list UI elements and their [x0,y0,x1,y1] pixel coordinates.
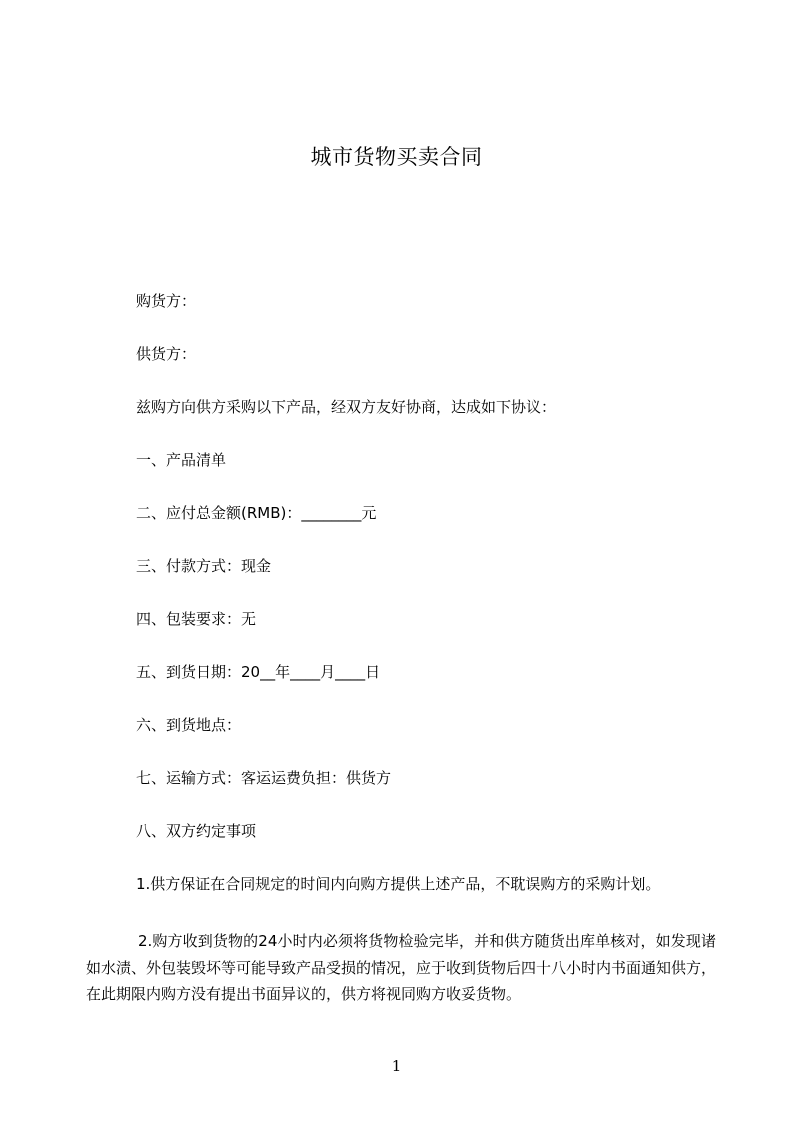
page-number: 1 [391,1057,402,1075]
document-title: 城市货物买卖合同 [310,145,483,169]
section-delivery-location: 六、到货地点： [136,716,242,734]
supplier-label: 供货方： [136,345,197,363]
buyer-label: 购货方： [136,292,197,310]
section-payment-method: 三、付款方式：现金 [136,557,272,575]
section-products: 一、产品清单 [136,451,227,469]
intro-text: 兹购方向供方采购以下产品，经双方友好协商，达成如下协议： [136,398,557,416]
section-transport: 七、运输方式：客运运费负担：供货方 [136,769,392,787]
section-packaging: 四、包装要求：无 [136,610,257,628]
clause-1: 1.供方保证在合同规定的时间内向购方提供上述产品，不耽误购方的采购计划。 [136,875,661,893]
section-agreed-terms: 八、双方约定事项 [136,822,257,840]
clause-2-text: 2.购方收到货物的24小时内必须将货物检验完毕，并和供方随货出库单核对，如发现诸如水渍、外包装毁坏等可能导致产品受损的情况，应于收到货物后四十八小时内书面通知供方，在此期限内购方没有提出书面异议的，供方将视同购方收妥货物。 [86,932,717,1003]
section-delivery-date: 五、到货日期：20__年____月____日 [136,663,381,681]
section-total-amount: 二、应付总金额(RMB)：________元 [136,504,377,522]
clause-2 [86,928,716,1008]
